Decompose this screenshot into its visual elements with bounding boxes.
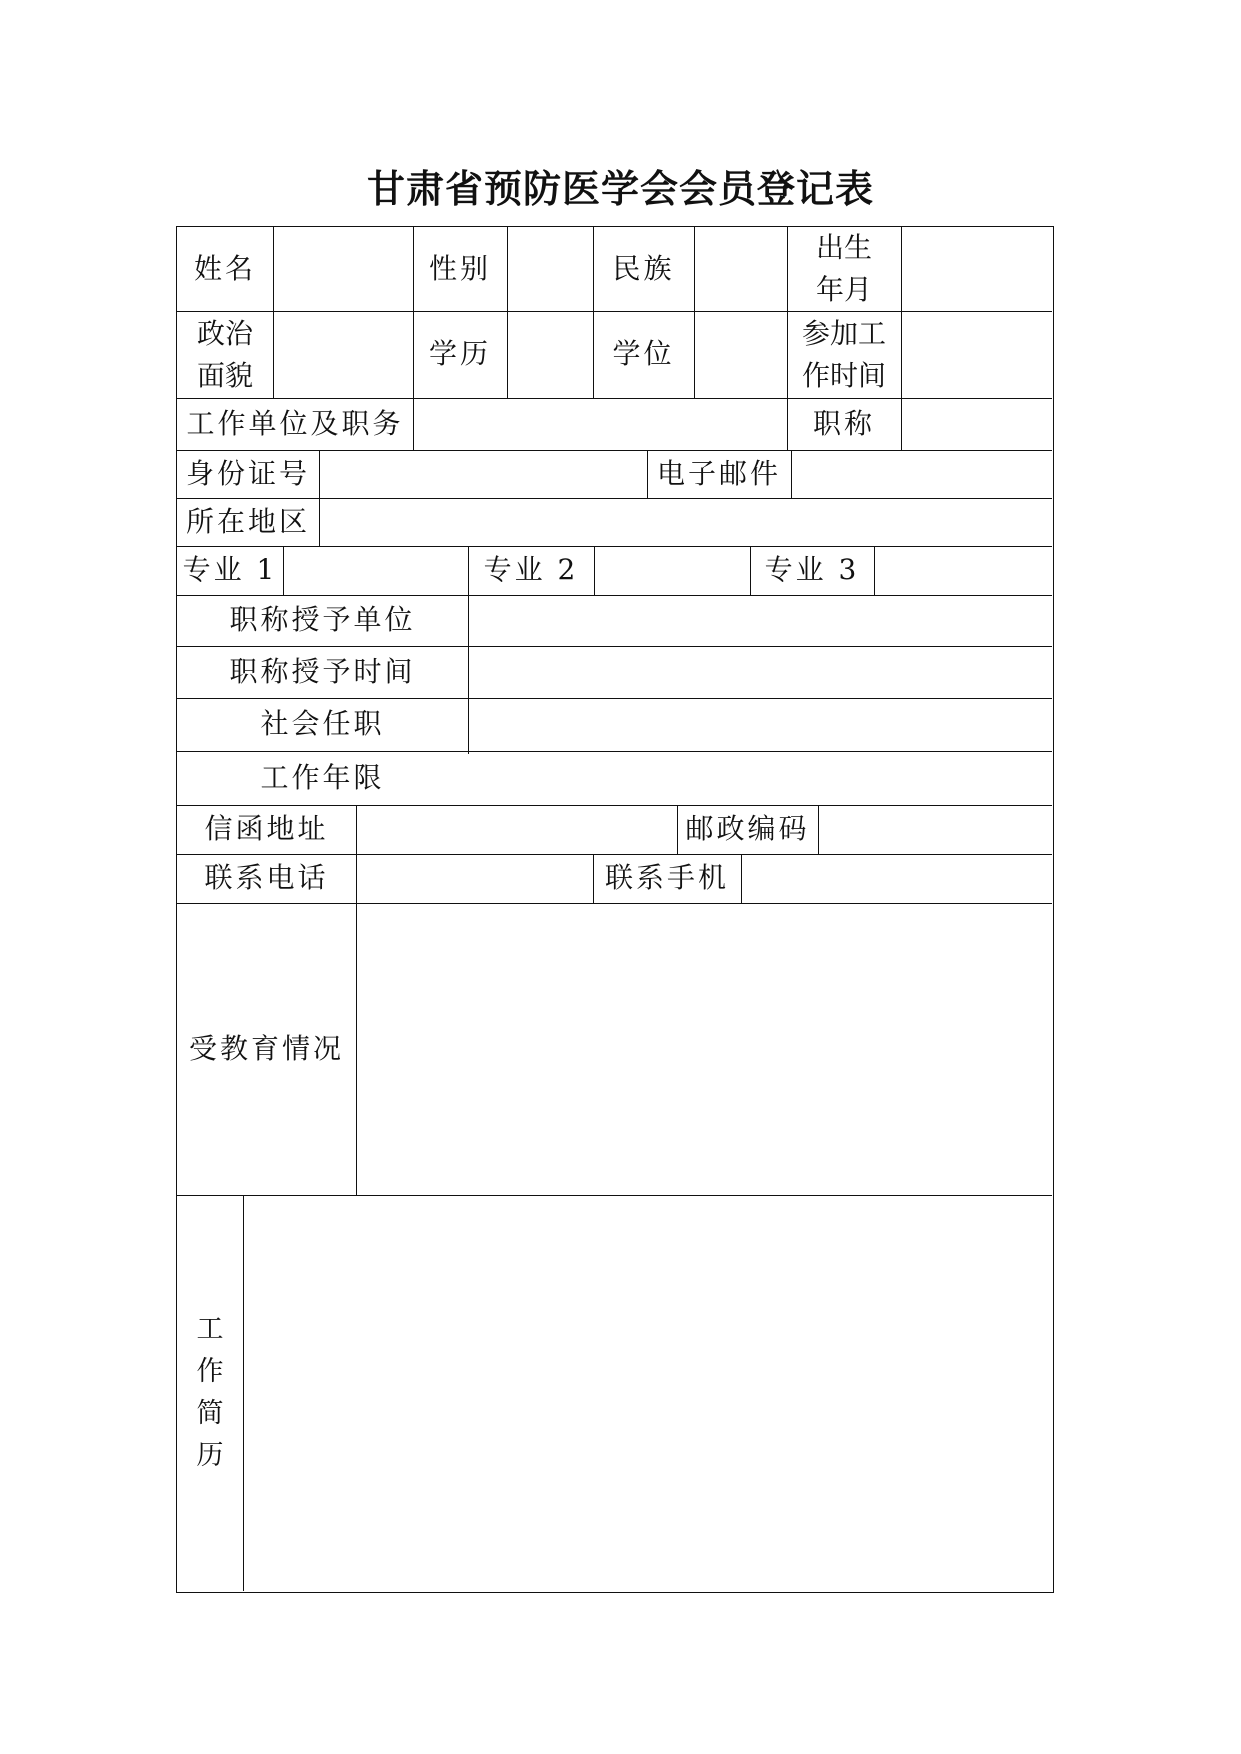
work-resume-field[interactable] [243, 1195, 1052, 1591]
workstart-field[interactable] [901, 311, 1052, 398]
birth-label-line2: 年月 [815, 273, 872, 306]
major3-label: 专业 3 [764, 553, 860, 587]
ethnicity-field[interactable] [694, 227, 787, 311]
region-field[interactable] [319, 498, 1052, 546]
birth-field[interactable] [901, 227, 1052, 311]
title-grant-unit-label: 职称授予单位 [229, 603, 416, 637]
political-field[interactable] [273, 311, 413, 398]
work-resume-char: 作 [196, 1356, 224, 1388]
mail-address-field[interactable] [356, 805, 677, 854]
work-years-label: 工作年限 [260, 760, 385, 794]
major2-label: 专业 2 [483, 553, 579, 587]
job-title-field[interactable] [901, 398, 1052, 450]
job-title-label: 职称 [812, 406, 875, 440]
title-grant-unit-field[interactable] [468, 595, 1052, 646]
major1-field[interactable] [283, 546, 468, 595]
workstart-label-line2: 作时间 [801, 358, 886, 392]
work-years-field[interactable] [468, 751, 1052, 805]
education-history-field[interactable] [356, 903, 1052, 1195]
major2-field[interactable] [594, 546, 750, 595]
employer-duty-field[interactable] [413, 398, 787, 450]
mobile-label: 联系手机 [604, 861, 729, 895]
phone-field[interactable] [356, 854, 593, 903]
postcode-label: 邮政编码 [685, 812, 810, 846]
id-number-field[interactable] [319, 450, 647, 498]
political-label [177, 311, 273, 398]
title-grant-time-label: 职称授予时间 [229, 654, 416, 688]
education-history-label: 受教育情况 [188, 1031, 344, 1065]
title-grant-time-field[interactable] [468, 646, 1052, 698]
workstart-label-line1: 参加工 [801, 316, 886, 350]
birth-label [787, 227, 901, 311]
degree-field[interactable] [694, 311, 787, 398]
id-number-label: 身份证号 [185, 456, 310, 490]
political-label-line1: 政治 [196, 316, 253, 350]
degree-label: 学位 [612, 337, 675, 371]
social-position-field[interactable] [468, 698, 1052, 751]
phone-label: 联系电话 [204, 861, 329, 895]
form-title: 甘肃省预防医学会会员登记表 [366, 166, 874, 211]
work-resume-char: 工 [196, 1314, 224, 1346]
political-label-line2: 面貌 [196, 358, 253, 392]
gender-field[interactable] [507, 227, 593, 311]
region-label: 所在地区 [185, 504, 310, 538]
mobile-field[interactable] [741, 854, 1052, 903]
birth-label-line1: 出生 [815, 231, 872, 264]
registration-form [176, 226, 1054, 1593]
education-label: 学历 [428, 337, 491, 371]
employer-duty-label: 工作单位及职务 [186, 406, 404, 440]
work-resume-label [177, 1195, 243, 1591]
major3-field[interactable] [874, 546, 1052, 595]
name-label: 姓名 [193, 251, 256, 285]
education-field[interactable] [507, 311, 593, 398]
work-resume-char: 历 [196, 1439, 224, 1471]
email-field[interactable] [791, 450, 1052, 498]
work-resume-char: 简 [196, 1398, 224, 1429]
ethnicity-label: 民族 [612, 251, 675, 285]
email-label: 电子邮件 [656, 456, 781, 490]
gender-label: 性别 [428, 251, 491, 285]
name-field[interactable] [273, 227, 413, 311]
postcode-field[interactable] [818, 805, 1052, 854]
major1-label: 专业 1 [182, 553, 278, 587]
social-position-label: 社会任职 [260, 707, 385, 741]
mail-address-label: 信函地址 [204, 812, 329, 846]
workstart-label [787, 311, 901, 398]
